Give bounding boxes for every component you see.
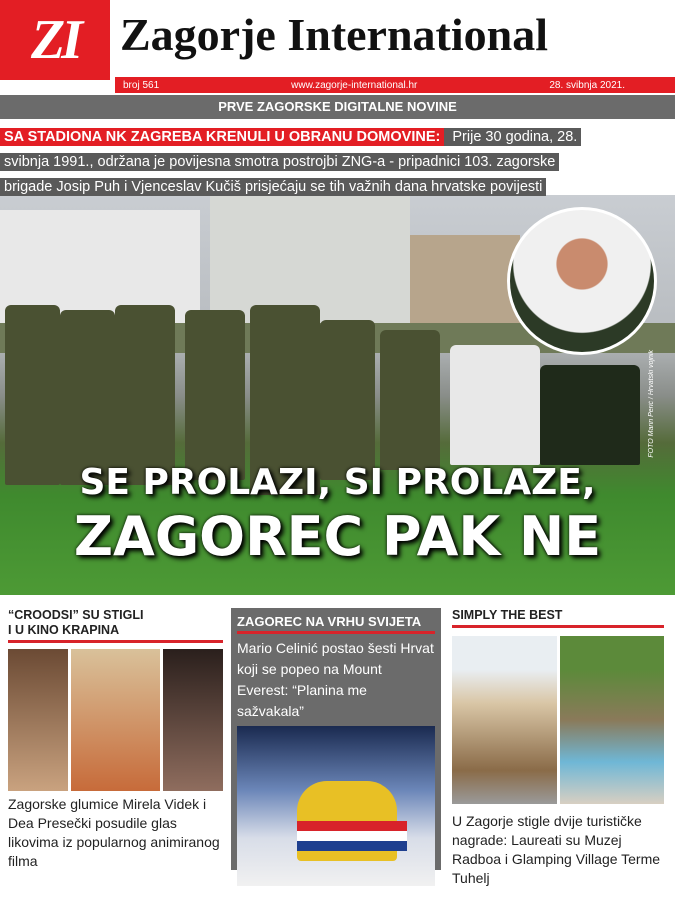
article-summary: Mario Celinić postao šesti Hrvat koji se popeo na Mount Everest: “Planina me sažvakala”: [237, 640, 434, 719]
issue-date: 28. svibnja 2021.: [549, 79, 625, 91]
issue-number: broj 561: [123, 79, 160, 91]
headline-kicker: SA STADIONA NK ZAGREBA KRENULI U OBRANU DOMOVINE:: [0, 128, 444, 146]
article-title: ZAGOREC NA VRHU SVIJETA: [237, 614, 435, 634]
article-title: “CROODSI” SU STIGLI I U KINO KRAPINA: [8, 608, 223, 643]
article-title: SIMPLY THE BEST: [452, 608, 664, 628]
article-image: [8, 649, 223, 791]
website-link[interactable]: www.zagorje-international.hr: [291, 79, 418, 91]
article-summary: Zagorske glumice Mirela Videk i Dea Presečki posudile glas likovima iz popularnog animiranog filma: [8, 796, 220, 869]
portrait-photo: [507, 207, 657, 355]
article-summary: U Zagorje stigle dvije turističke nagrade: Laureati su Muzej Radboa i Glamping Village Terme Tuhelj: [452, 813, 661, 886]
article-image: [237, 726, 435, 886]
logo: ZI: [0, 0, 110, 80]
cover-slogan-line1: SE PROLAZI, SI PROLAZE,: [79, 462, 596, 503]
article-croodsi[interactable]: [8, 608, 223, 900]
article-awards[interactable]: [452, 608, 664, 900]
lead-headline[interactable]: SA STADIONA NK ZAGREBA KRENULI U OBRANU DOMOVINE: Prije 30 godina, 28. svibnja 1991., održana je povijesna smotra postrojbi ZNG-a - pripadnici 103. zagorske brigade Josip Puh i Vjenceslav Kučiš prisjećaju se tih važnih dana hrvatske povijesti: [0, 125, 675, 200]
tagline: PRVE ZAGORSKE DIGITALNE NOVINE: [0, 95, 675, 119]
article-everest[interactable]: [231, 608, 441, 870]
cover-slogan-line2: ZAGOREC PAK NE: [73, 505, 602, 568]
masthead-title: Zagorje International: [120, 9, 549, 60]
photo-credit: FOTO Marin Perić / Hrvatski vojnik: [648, 350, 655, 458]
masthead-info-bar: [115, 77, 675, 93]
article-image: [452, 636, 664, 804]
